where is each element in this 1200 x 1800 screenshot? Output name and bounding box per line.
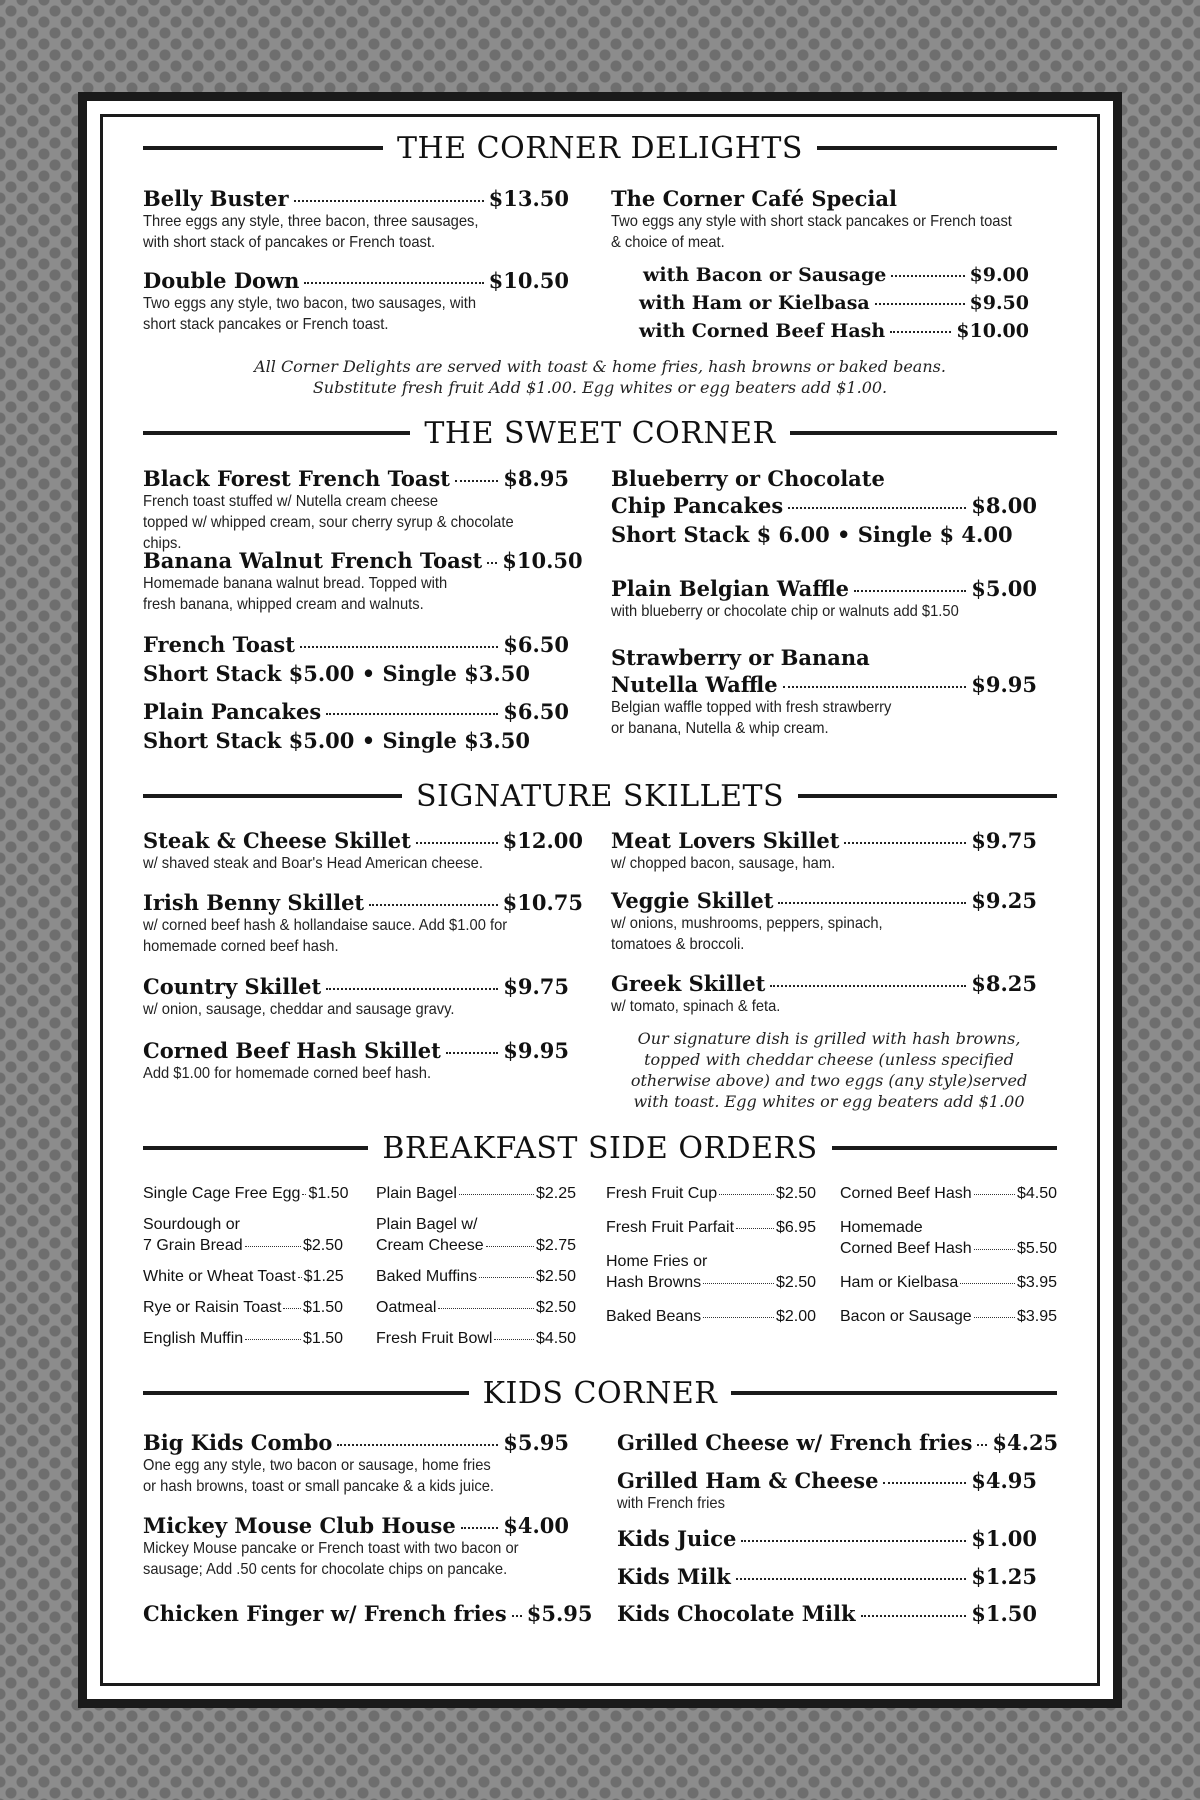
side-item-name-line1: Plain Bagel w/ (376, 1216, 478, 1233)
section-title: THE SWEET CORNER (424, 415, 776, 451)
item-price: $1.00 (971, 1526, 1037, 1551)
item-price: $4.25 (992, 1430, 1059, 1455)
section-corner-delights (143, 128, 1057, 168)
side-item (376, 1266, 576, 1287)
item-price: $8.25 (971, 971, 1037, 996)
menu-option-ham-kielbasa (639, 292, 1029, 314)
item-name: French Toast (143, 632, 295, 657)
menu-item-big-kids-combo (143, 1430, 569, 1497)
side-item (376, 1214, 576, 1256)
item-name-line1: Blueberry or Chocolate (611, 466, 885, 491)
item-name: Kids Juice (617, 1526, 737, 1551)
section-sweet-corner (143, 413, 1057, 453)
side-item-name: Cream Cheese (376, 1237, 484, 1254)
item-name-line1: Strawberry or Banana (611, 645, 870, 670)
item-price: $10.50 (502, 548, 583, 573)
side-item-price: $2.50 (775, 1185, 816, 1202)
item-description: w/ onion, sausage, cheddar and sausage gravy. (143, 1001, 455, 1018)
side-item (376, 1328, 576, 1349)
item-description: with French fries (617, 1495, 725, 1512)
item-name: Nutella Waffle (611, 672, 778, 697)
menu-item-kids-milk (617, 1564, 1037, 1589)
menu-item-banana-walnut (143, 548, 583, 615)
skillets-note: Our signature dish is grilled with hash browns, topped with cheddar cheese (unless specified otherwise above) and two eggs (any style)served with toast. Egg whites or egg beaters add $1.00 (630, 1029, 1028, 1111)
item-price: $13.50 (488, 186, 569, 211)
side-item (840, 1217, 1057, 1259)
menu-item-country-skillet (143, 974, 569, 1020)
item-name: Country Skillet (143, 974, 322, 999)
section-title: KIDS CORNER (482, 1375, 718, 1411)
side-item-price: $2.50 (775, 1274, 816, 1291)
side-item-price: $6.95 (775, 1219, 816, 1236)
side-item-price: $2.25 (535, 1185, 576, 1202)
side-item (143, 1183, 349, 1204)
item-description: Three eggs any style, three bacon, three sausages, with short stack of pancakes or French toast. (143, 213, 479, 251)
item-description: French toast stuffed w/ Nutella cream cheese topped w/ whipped cream, sour cherry syrup & chocolate chips. (143, 493, 514, 552)
item-price: $10.00 (956, 320, 1029, 342)
side-item (606, 1306, 816, 1327)
item-price: $10.75 (502, 890, 583, 915)
item-price: $6.50 (503, 632, 569, 657)
side-item-name: Fresh Fruit Parfait (606, 1219, 735, 1236)
item-name: Grilled Ham & Cheese (617, 1468, 879, 1493)
side-item-price: $1.50 (302, 1330, 343, 1347)
side-item-name: Corned Beef Hash (840, 1240, 972, 1257)
item-name: Kids Chocolate Milk (617, 1601, 856, 1626)
item-description: Homemade banana walnut bread. Topped with fresh banana, whipped cream and walnuts. (143, 575, 448, 613)
item-price: $9.95 (503, 1038, 569, 1063)
item-price: $1.25 (971, 1564, 1037, 1589)
side-item (143, 1266, 343, 1287)
section-title: BREAKFAST SIDE ORDERS (382, 1130, 818, 1166)
item-price: $1.50 (971, 1601, 1037, 1626)
menu-item-grilled-ham-cheese (617, 1468, 1037, 1514)
item-description: with blueberry or chocolate chip or walnuts add $1.50 (611, 603, 959, 620)
item-price: $8.00 (971, 493, 1037, 518)
item-description: Two eggs any style, two bacon, two sausages, with short stack pancakes or French toast. (143, 295, 477, 333)
side-item-name: Fresh Fruit Bowl (376, 1330, 493, 1347)
item-name: Corned Beef Hash Skillet (143, 1038, 441, 1063)
side-item (606, 1217, 816, 1238)
side-item-name: Fresh Fruit Cup (606, 1185, 718, 1202)
section-signature-skillets (143, 776, 1057, 816)
menu-item-mickey-mouse (143, 1513, 569, 1580)
item-sizes: Short Stack $ 6.00 • Single $ 4.00 (611, 522, 1013, 547)
side-item-price: $2.50 (302, 1237, 343, 1254)
side-item-name: Ham or Kielbasa (840, 1274, 959, 1291)
item-name: Grilled Cheese w/ French fries (617, 1430, 973, 1455)
item-name: Chip Pancakes (611, 493, 784, 518)
item-price: $5.00 (971, 576, 1037, 601)
item-price: $9.95 (971, 672, 1037, 697)
item-price: $9.00 (969, 264, 1029, 286)
item-name: Chicken Finger w/ French fries (143, 1601, 507, 1626)
item-price: $9.75 (503, 974, 569, 999)
item-sizes: Short Stack $5.00 • Single $3.50 (143, 661, 530, 686)
item-description: w/ corned beef hash & hollandaise sauce. Add $1.00 for homemade corned beef hash. (143, 917, 508, 955)
menu-item-nutella-waffle (611, 645, 1037, 739)
section-kids-corner (143, 1373, 1057, 1413)
menu-item-corned-beef-skillet (143, 1038, 569, 1084)
side-item-name: Oatmeal (376, 1299, 437, 1316)
side-item (606, 1183, 816, 1204)
side-item (376, 1183, 576, 1204)
side-item-name: Baked Muffins (376, 1268, 478, 1285)
side-item-price: $1.50 (302, 1299, 343, 1316)
menu-option-bacon-sausage (643, 264, 1029, 286)
item-name: Irish Benny Skillet (143, 890, 365, 915)
menu-item-grilled-cheese (617, 1430, 1059, 1455)
side-item-name: Corned Beef Hash (840, 1185, 972, 1202)
item-price: $12.00 (502, 828, 583, 853)
item-name: with Ham or Kielbasa (639, 292, 870, 314)
item-description: One egg any style, two bacon or sausage, home fries or hash browns, toast or small pancake & a kids juice. (143, 1457, 494, 1495)
menu-item-kids-juice (617, 1526, 1037, 1551)
menu-item-belly-buster (143, 186, 569, 253)
side-item (606, 1251, 816, 1293)
side-item-name: Hash Browns (606, 1274, 702, 1291)
menu-item-kids-chocolate-milk (617, 1601, 1037, 1626)
item-description: Mickey Mouse pancake or French toast with two bacon or sausage; Add .50 cents for chocolate chips on pancake. (143, 1540, 519, 1578)
item-name: Big Kids Combo (143, 1430, 333, 1455)
side-item (376, 1297, 576, 1318)
menu-item-black-forest (143, 466, 569, 554)
item-price: $5.95 (503, 1430, 569, 1455)
menu-item-french-toast (143, 632, 569, 686)
menu-item-irish-benny (143, 890, 583, 957)
side-item-name: Bacon or Sausage (840, 1308, 972, 1325)
item-name: with Bacon or Sausage (643, 264, 887, 286)
item-price: $9.50 (969, 292, 1029, 314)
menu-item-corner-cafe-special (611, 186, 1057, 253)
item-name: Plain Pancakes (143, 699, 322, 724)
item-description: Belgian waffle topped with fresh strawberry or banana, Nutella & whip cream. (611, 699, 892, 737)
item-price: $8.95 (503, 466, 569, 491)
item-price: $4.00 (503, 1513, 569, 1538)
item-price: $10.50 (488, 268, 569, 293)
side-item-price: $3.95 (1016, 1308, 1057, 1325)
side-item-price: $4.50 (1016, 1185, 1057, 1202)
item-name: Mickey Mouse Club House (143, 1513, 456, 1538)
item-name: Veggie Skillet (611, 888, 774, 913)
item-name: Meat Lovers Skillet (611, 828, 840, 853)
corner-delights-note: All Corner Delights are served with toast & home fries, hash browns or baked beans. Substitute fresh fruit Add $1.00. Egg whites or egg beaters add $1.00. (254, 357, 946, 397)
side-item-price: $4.50 (535, 1330, 576, 1347)
item-name: Black Forest French Toast (143, 466, 450, 491)
side-item-price: $1.50 (308, 1185, 349, 1202)
side-item-name: 7 Grain Bread (143, 1237, 243, 1254)
item-description: w/ shaved steak and Boar's Head American cheese. (143, 855, 483, 872)
menu-item-greek-skillet (611, 971, 1037, 1017)
side-item-name: Rye or Raisin Toast (143, 1299, 282, 1316)
side-item (840, 1183, 1057, 1204)
menu-item-double-down (143, 268, 569, 335)
side-item-name: White or Wheat Toast (143, 1268, 296, 1285)
side-item-price: $5.50 (1016, 1240, 1057, 1257)
item-price: $4.95 (971, 1468, 1037, 1493)
item-name: The Corner Café Special (611, 186, 897, 211)
menu-item-veggie-skillet (611, 888, 1037, 955)
section-side-orders (143, 1128, 1057, 1168)
item-description: Add $1.00 for homemade corned beef hash. (143, 1065, 432, 1082)
item-name: Kids Milk (617, 1564, 731, 1589)
side-item (143, 1328, 343, 1349)
side-item-name: Single Cage Free Egg (143, 1185, 301, 1202)
side-orders-column-1 (143, 1183, 349, 1359)
side-item-price: $3.95 (1016, 1274, 1057, 1291)
side-orders-column-2 (376, 1183, 576, 1359)
item-price: $5.95 (526, 1601, 593, 1626)
menu-item-steak-cheese (143, 828, 583, 874)
item-name: Plain Belgian Waffle (611, 576, 850, 601)
side-item (143, 1297, 343, 1318)
side-orders-column-4 (840, 1183, 1057, 1340)
side-orders-column-3 (606, 1183, 816, 1340)
item-name: Greek Skillet (611, 971, 766, 996)
side-item-price: $2.75 (535, 1237, 576, 1254)
item-name: Banana Walnut French Toast (143, 548, 483, 573)
menu-item-chicken-finger (143, 1601, 593, 1626)
section-title: THE CORNER DELIGHTS (397, 130, 803, 166)
side-item-price: $2.50 (535, 1299, 576, 1316)
side-item-name-line1: Sourdough or (143, 1216, 240, 1233)
side-item-name: Plain Bagel (376, 1185, 457, 1202)
side-item-name: Baked Beans (606, 1308, 702, 1325)
item-sizes: Short Stack $5.00 • Single $3.50 (143, 728, 530, 753)
item-name: Steak & Cheese Skillet (143, 828, 411, 853)
item-price: $6.50 (503, 699, 569, 724)
menu-item-meat-lovers (611, 828, 1037, 874)
side-item-name: English Muffin (143, 1330, 244, 1347)
item-name: Double Down (143, 268, 300, 293)
side-item-price: $2.50 (535, 1268, 576, 1285)
menu-content (143, 128, 1057, 1648)
menu-option-corned-beef (639, 320, 1029, 342)
item-description: w/ tomato, spinach & feta. (611, 998, 781, 1015)
item-price: $9.25 (971, 888, 1037, 913)
item-name: with Corned Beef Hash (639, 320, 886, 342)
side-item-name-line1: Home Fries or (606, 1253, 708, 1270)
side-item (840, 1272, 1057, 1293)
side-item-name-line1: Homemade (840, 1219, 923, 1236)
item-description: w/ chopped bacon, sausage, ham. (611, 855, 836, 872)
side-item-price: $1.25 (303, 1268, 344, 1285)
menu-item-blueberry-pancakes (611, 466, 1037, 547)
menu-item-belgian-waffle (611, 576, 1037, 622)
side-item-price: $2.00 (775, 1308, 816, 1325)
side-item (143, 1214, 343, 1256)
section-title: SIGNATURE SKILLETS (415, 778, 785, 814)
item-price: $9.75 (971, 828, 1037, 853)
side-item (840, 1306, 1057, 1327)
item-description: Two eggs any style with short stack pancakes or French toast & choice of meat. (611, 213, 1012, 251)
item-description: w/ onions, mushrooms, peppers, spinach, tomatoes & broccoli. (611, 915, 883, 953)
menu-item-plain-pancakes (143, 699, 569, 753)
item-name: Belly Buster (143, 186, 289, 211)
